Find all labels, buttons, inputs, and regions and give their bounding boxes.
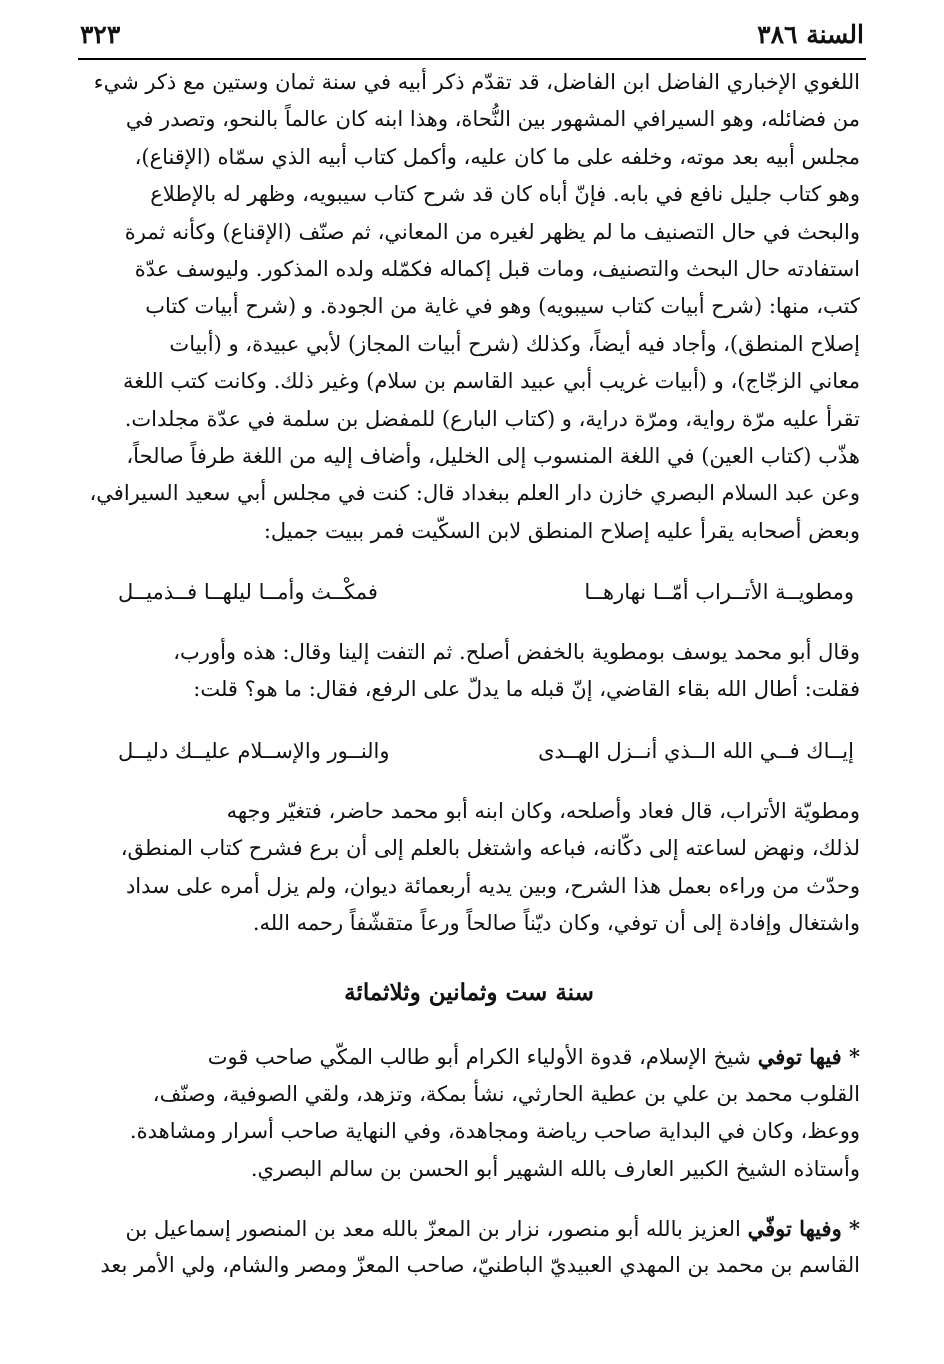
text-line — [78, 1038, 860, 1075]
verse-2-first-hemistich: إيــاك فــي الله الــذي أنــزل الهــدى — [538, 738, 854, 763]
text-line: وأستاذه الشيخ الكبير العارف بالله الشهير أبو الحسن بن سالم البصري. — [250, 1156, 860, 1181]
text-line: واشتغال وإفادة إلى أن توفي، وكان ديّناً صالحاً ورعاً متقشّفاً رحمه الله. — [252, 911, 860, 936]
running-head-year: ٣٨٦ — [757, 19, 798, 49]
text-line: معاني الزجّاج)، و (أبيات غريب أبي عبيد القاسم بن سلام) وغير ذلك. وكانت كتب اللغة — [123, 369, 860, 394]
text-line: لذلك، ونهض لساعته إلى دكّانه، فباعه واشتغل بالعلم إلى أن برع فشرح كتاب المنطق، — [120, 836, 860, 861]
text-line: وعن عبد السلام البصري خازن دار العلم ببغداد قال: كنت في مجلس أبي سعيد السيرافي، — [89, 481, 860, 506]
text-line: وحدّث من وراءه بعمل هذا الشرح، وبين يديه أربعمائة ديوان، ولم يزل أمره على سداد — [125, 873, 860, 898]
text-line: من فضائله، وهو السيرافي المشهور بين النُّحاة، وهذا ابنه كان عالماً بالنحو، وتصدر في — [125, 107, 860, 132]
text-line: استفادته حال البحث والتصنيف، ومات قبل إكماله فكمّله ولده المذكور. وليوسف عدّة — [134, 256, 860, 281]
text-line: اللغوي الإخباري الفاضل ابن الفاضل، قد تقدّم ذكر أبيه في سنة ثمان وستين مع ذكر شيء — [93, 70, 860, 94]
text-line: ومطويّة الأتراب، قال فعاد وأصلحه، وكان ابنه أبو محمد حاضر، فتغيّر وجهه — [226, 798, 860, 823]
paragraph-biography — [78, 64, 860, 550]
verse-1-second-hemistich: فمكْــث وأمــا ليلهــا فــذميــل — [118, 580, 378, 605]
page-body — [78, 64, 860, 1285]
paragraph-conclusion — [78, 793, 860, 943]
text-line: القلوب محمد بن علي بن عطية الحارثي، نشأ بمكة، وتزهد، ولقي الصوفية، وصنّف، — [152, 1081, 860, 1106]
text-line: مجلس أبيه بعد موته، وخلفه على ما كان عليه، وأكمل كتاب أبيه الذي سمّاه (الإقناع)، — [134, 144, 860, 169]
section-heading: سنة ست وثمانين وثلاثمائة — [344, 979, 594, 1007]
entry-lead: * وفيها توفّي — [747, 1215, 860, 1241]
text-line: هذّب (كتاب العين) في اللغة المنسوب إلى الخليل، وأضاف إليه من اللغة طرفاً صالحاً، — [126, 443, 860, 468]
page-number: ٣٢٣ — [80, 19, 121, 49]
text-line: القاسم بن محمد بن المهدي العبيديّ الباطنيّ، صاحب المعزّ ومصر والشام، ولي الأمر بعد — [100, 1253, 860, 1278]
entry-al-aziz-billah — [78, 1210, 860, 1285]
header-divider — [78, 58, 866, 60]
running-head — [757, 20, 864, 49]
text-line: وقال أبو محمد يوسف بومطوية بالخفض أصلح. ثم التفت إلينا وقال: هذه وأورب، — [173, 640, 860, 665]
text-line: والبحث في حال التصنيف ما لم يظهر لغيره من المعاني، ثم صنّف (الإقناع) وكأنه ثمرة — [124, 219, 860, 244]
entry-text: شيخ الإسلام، قدوة الأولياء الكرام أبو طالب المكّي صاحب قوت — [207, 1045, 758, 1070]
entry-text: العزيز بالله أبو منصور، نزار بن المعزّ بالله معد بن المنصور إسماعيل بن — [125, 1216, 748, 1241]
verse-1 — [78, 572, 860, 612]
text-line: وبعض أصحابه يقرأ عليه إصلاح المنطق لابن السكّيت فمر ببيت جميل: — [263, 518, 860, 543]
text-line: تقرأ عليه مرّة رواية، ومرّة دراية، و (كتاب البارع) للمفضل بن سلمة في عدّة مجلدات. — [124, 406, 860, 431]
text-line: ووعظ، وكان في البداية صاحب رياضة ومجاهدة، وفي النهاية صاحب أسرار ومشاهدة. — [129, 1119, 860, 1144]
paragraph-anecdote — [78, 634, 860, 709]
text-line: وهو كتاب جليل نافع في بابه. فإنّ أباه كان قد شرح كتاب سيبويه، وظهر له بالإطلاع — [150, 182, 860, 207]
text-line: إصلاح المنطق)، وأجاد فيه أيضاً، وكذلك (شرح أبيات المجاز) لأبي عبيدة، و (أبيات — [169, 331, 860, 356]
running-head-title: السنة — [806, 19, 864, 49]
verse-1-first-hemistich: ومطويــة الأتــراب أمّــا نهارهــا — [584, 580, 854, 605]
verse-2 — [78, 731, 860, 771]
text-line: فقلت: أطال الله بقاء القاضي، إنّ قبله ما يدلّ على الرفع، فقال: ما هو؟ قلت: — [193, 677, 860, 702]
page-header — [80, 12, 864, 56]
entry-lead: * فيها توفي — [757, 1044, 860, 1070]
text-line: كتب، منها: (شرح أبيات كتاب سيبويه) وهو في غاية من الجودة. و (شرح أبيات كتاب — [145, 294, 860, 319]
entry-abu-talib-al-makki — [78, 1038, 860, 1188]
verse-2-second-hemistich: والنــور والإســلام عليــك دليــل — [118, 738, 390, 763]
text-line — [78, 1210, 860, 1247]
